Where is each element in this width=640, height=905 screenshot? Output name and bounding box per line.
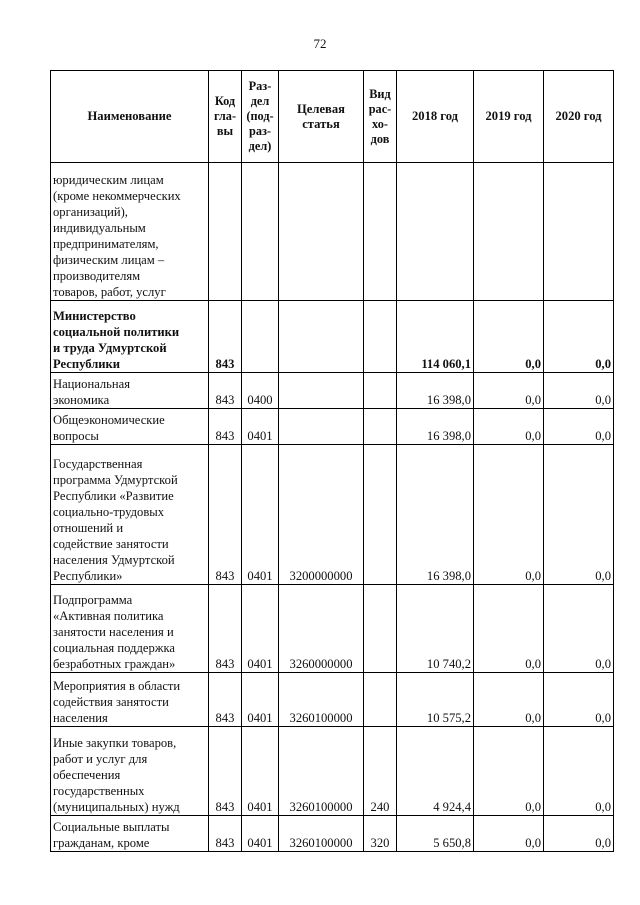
row-name: Национальная экономика [51,373,209,409]
row-type [364,445,397,585]
row-2019: 0,0 [474,409,544,445]
row-type [364,163,397,301]
row-type [364,301,397,373]
col-header-target: Целевая статья [279,71,364,163]
row-chapter: 843 [209,727,242,816]
row-2020: 0,0 [544,727,614,816]
row-2019: 0,0 [474,673,544,727]
row-section: 0400 [242,373,279,409]
row-2019: 0,0 [474,727,544,816]
row-2020: 0,0 [544,301,614,373]
row-chapter: 843 [209,673,242,727]
row-2020: 0,0 [544,445,614,585]
col-header-expense-type: Вид рас- хо- дов [364,71,397,163]
row-name: Подпрограмма «Активная политика занятости населения и социальная поддержка безработных граждан» [51,585,209,673]
row-target [279,373,364,409]
col-header-chapter: Код гла- вы [209,71,242,163]
row-2019: 0,0 [474,585,544,673]
row-2020: 0,0 [544,373,614,409]
row-section [242,163,279,301]
row-chapter [209,163,242,301]
table-row [51,409,614,445]
table-row [51,673,614,727]
col-header-name: Наименование [51,71,209,163]
row-2018: 5 650,8 [397,816,474,852]
row-target: 3200000000 [279,445,364,585]
row-name: юридическим лицам (кроме некоммерческих организаций), индивидуальным предпринимателям, физическим лицам – производителям товаров, работ, услуг [51,163,209,301]
col-header-section: Раз- дел (под- раз- дел) [242,71,279,163]
row-section: 0401 [242,585,279,673]
row-target: 3260100000 [279,673,364,727]
row-target: 3260100000 [279,727,364,816]
row-target: 3260100000 [279,816,364,852]
row-target [279,163,364,301]
row-2018: 114 060,1 [397,301,474,373]
table-row [51,816,614,852]
row-2018 [397,163,474,301]
row-name: Иные закупки товаров, работ и услуг для обеспечения государственных (муниципальных) нужд [51,727,209,816]
col-header-2018: 2018 год [397,71,474,163]
row-section: 0401 [242,673,279,727]
table-row [51,585,614,673]
row-2018: 10 575,2 [397,673,474,727]
row-2019: 0,0 [474,445,544,585]
row-type [364,585,397,673]
row-target [279,301,364,373]
row-2020 [544,163,614,301]
row-section: 0401 [242,445,279,585]
row-name: Государственная программа Удмуртской Республики «Развитие социально-трудовых отношений и содействие занятости населения Удмуртской Республики» [51,445,209,585]
row-chapter: 843 [209,373,242,409]
row-name: Социальные выплаты гражданам, кроме [51,816,209,852]
row-section: 0401 [242,727,279,816]
row-section: 0401 [242,816,279,852]
row-2020: 0,0 [544,816,614,852]
row-chapter: 843 [209,301,242,373]
row-2018: 16 398,0 [397,373,474,409]
row-chapter: 843 [209,445,242,585]
row-2020: 0,0 [544,409,614,445]
table-row [51,727,614,816]
row-2018: 10 740,2 [397,585,474,673]
header-row [51,71,614,163]
row-chapter: 843 [209,409,242,445]
row-type: 240 [364,727,397,816]
page-number: 72 [313,36,327,51]
row-type: 320 [364,816,397,852]
row-2019: 0,0 [474,373,544,409]
table-row [51,445,614,585]
row-2019: 0,0 [474,816,544,852]
row-section [242,301,279,373]
row-target: 3260000000 [279,585,364,673]
table-row [51,301,614,373]
col-header-2020: 2020 год [544,71,614,163]
budget-table [50,70,614,852]
col-header-2019: 2019 год [474,71,544,163]
row-2019 [474,163,544,301]
row-section: 0401 [242,409,279,445]
row-chapter: 843 [209,816,242,852]
row-type [364,373,397,409]
row-name: Мероприятия в области содействия занятости населения [51,673,209,727]
row-target [279,409,364,445]
row-name: Министерство социальной политики и труда Удмуртской Республики [51,301,209,373]
row-type [364,673,397,727]
row-2019: 0,0 [474,301,544,373]
table-row [51,163,614,301]
row-type [364,409,397,445]
table-row [51,373,614,409]
row-2018: 4 924,4 [397,727,474,816]
row-chapter: 843 [209,585,242,673]
row-name: Общеэкономические вопросы [51,409,209,445]
row-2020: 0,0 [544,673,614,727]
row-2018: 16 398,0 [397,445,474,585]
row-2018: 16 398,0 [397,409,474,445]
row-2020: 0,0 [544,585,614,673]
